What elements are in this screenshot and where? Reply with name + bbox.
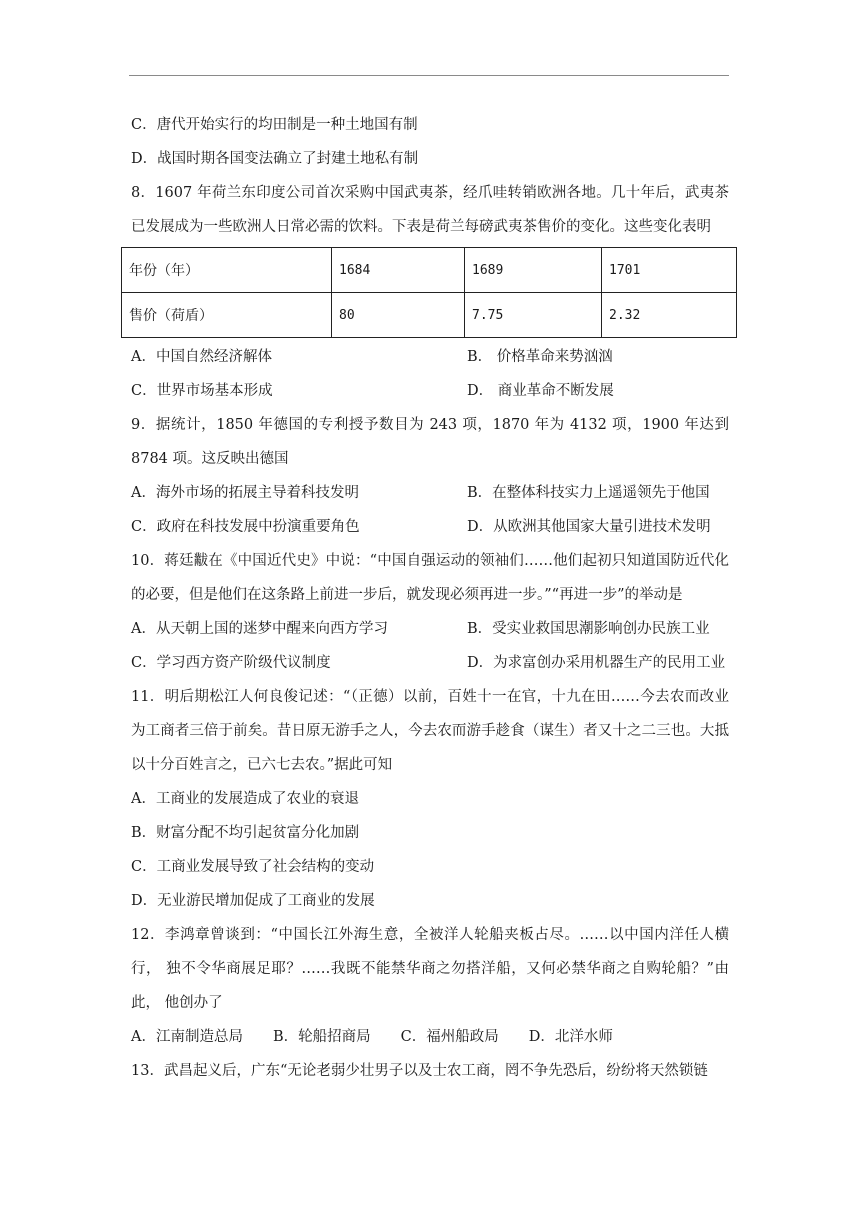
header-rule	[129, 75, 729, 76]
table-row	[122, 293, 737, 338]
table-cell: 7.75	[465, 293, 602, 338]
q12-options	[131, 1020, 729, 1054]
q10-options-cd	[131, 646, 729, 680]
q8-option-d: D． 商业革命不断发展	[467, 383, 614, 399]
table-cell: 售价（荷盾）	[122, 293, 332, 338]
question-13	[131, 1054, 729, 1088]
table-cell: 2.32	[602, 293, 737, 338]
q8-options-cd	[131, 374, 729, 408]
table-cell: 年份（年）	[122, 248, 332, 293]
q10-option-d: D．为求富创办采用机器生产的民用工业	[467, 655, 726, 671]
q8-option-b: B． 价格革命来势汹汹	[467, 349, 613, 365]
q11-option-d: D．无业游民增加促成了工商业的发展	[131, 893, 375, 909]
q9-options-cd	[131, 510, 729, 544]
q10-option-a: A．从天朝上国的迷梦中醒来向西方学习	[131, 621, 388, 637]
q7-option-d: D．战国时期各国变法确立了封建土地私有制	[131, 151, 419, 167]
q9-options-ab	[131, 476, 729, 510]
q7-option-c: C．唐代开始实行的均田制是一种土地国有制	[131, 117, 418, 133]
tea-price-table	[121, 247, 737, 338]
table-cell: 1689	[465, 248, 602, 293]
q10-stem: 10．蒋廷黻在《中国近代史》中说：“中国自强运动的领袖们……他们起初只知道国防近代化的必要，但是他们在这条路上前进一步后，就发现必须再进一步。”“再进一步”的举动是	[131, 553, 729, 603]
q11-stem: 11．明后期松江人何良俊记述：“（正德）以前，百姓十一在官，十九在田……今去农而改业为工商者三倍于前矣。昔日原无游手之人，今去农而游手趁食（谋生）者又十之二三也。大抵以十分百姓言之，已六七去农。”据此可知	[131, 689, 729, 773]
q11-option-c: C．工商业发展导致了社会结构的变动	[131, 859, 375, 875]
question-9	[131, 408, 729, 544]
q10-option-b: B．受实业救国思潮影响创办民族工业	[467, 621, 710, 637]
q10-option-c: C．学习西方资产阶级代议制度	[131, 655, 331, 671]
q11-option-b: B．财富分配不均引起贫富分化加剧	[131, 825, 360, 841]
question-11	[131, 680, 729, 918]
question-8	[131, 176, 729, 408]
q9-option-b: B．在整体科技实力上遥遥领先于他国	[467, 485, 710, 501]
q12-option-d: D．北洋水师	[528, 1029, 613, 1045]
table-cell: 80	[332, 293, 465, 338]
table-cell: 1684	[332, 248, 465, 293]
q12-option-b: B．轮船招商局	[272, 1029, 371, 1045]
q13-stem: 13．武昌起义后，广东“无论老弱少壮男子以及士农工商，罔不争先恐后，纷纷将天然锁链	[131, 1063, 708, 1079]
q11-option-a: A．工商业的发展造成了农业的衰退	[131, 791, 359, 807]
q9-option-c: C．政府在科技发展中扮演重要角色	[131, 519, 360, 535]
question-10	[131, 544, 729, 680]
q12-option-c: C．福州船政局	[400, 1029, 499, 1045]
q10-options-ab	[131, 612, 729, 646]
q9-option-a: A．海外市场的拓展主导着科技发明	[131, 485, 359, 501]
table-row	[122, 248, 737, 293]
q9-option-d: D．从欧洲其他国家大量引进技术发明	[467, 519, 711, 535]
q12-option-a: A．江南制造总局	[131, 1029, 243, 1045]
table-cell: 1701	[602, 248, 737, 293]
q8-stem: 8．1607 年荷兰东印度公司首次采购中国武夷茶，经爪哇转销欧洲各地。几十年后，武夷茶已发展成为一些欧洲人日常必需的饮料。下表是荷兰每磅武夷茶售价的变化。这些变化表明	[131, 185, 729, 235]
q8-option-a: A．中国自然经济解体	[131, 349, 272, 365]
exam-page-content	[131, 108, 729, 1088]
q8-option-c: C．世界市场基本形成	[131, 383, 273, 399]
question-12	[131, 918, 729, 1054]
q8-options-ab	[131, 340, 729, 374]
q9-stem: 9．据统计，1850 年德国的专利授予数目为 243 项，1870 年为 4132 项，1900 年达到 8784 项。这反映出德国	[131, 417, 729, 467]
q12-stem: 12．李鸿章曾谈到：“中国长江外海生意，全被洋人轮船夹板占尽。……以中国内洋任人横行， 独不令华商展足耶？……我既不能禁华商之勿搭洋船，又何必禁华商之自购轮船？”由此， 他创办了	[131, 927, 729, 1011]
